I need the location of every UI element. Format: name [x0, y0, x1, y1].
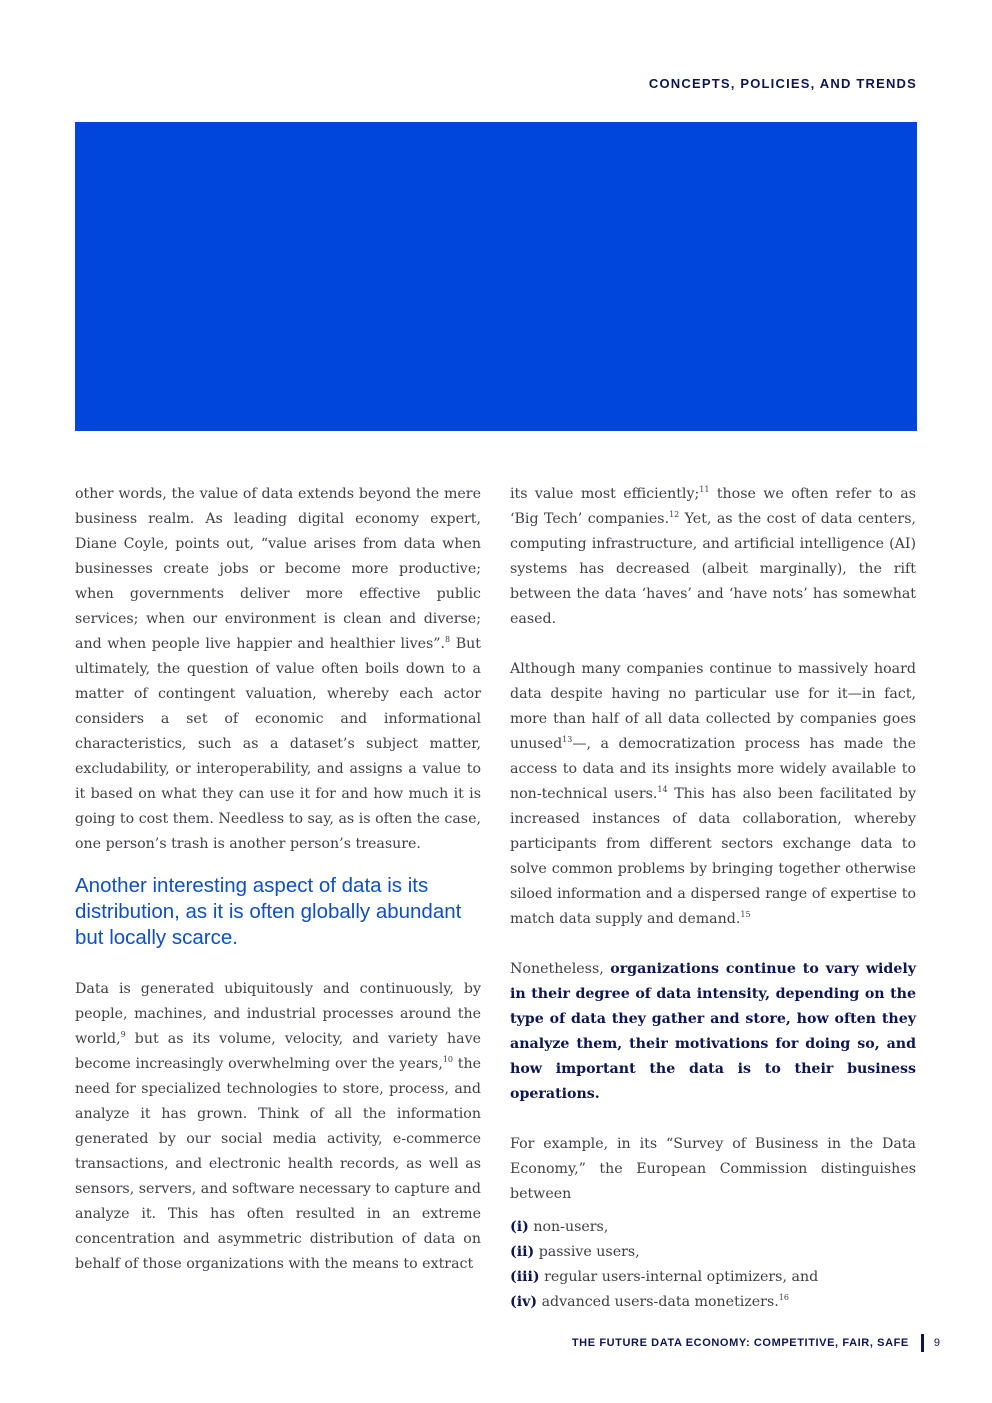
footnote-ref[interactable]: 12	[669, 510, 680, 519]
user-type-list	[510, 1215, 916, 1315]
footnote-ref[interactable]: 13	[562, 735, 573, 744]
section-header: CONCEPTS, POLICIES, AND TRENDS	[648, 76, 917, 91]
hero-color-block	[75, 122, 917, 431]
emphasized-text: organizations continue to vary widely in their degree of data intensity, depending on the type of data they gather and store, how often they analyze them, their motivations for doing so, and how important the data is to their business operations.	[510, 961, 916, 1102]
footnote-ref[interactable]: 11	[699, 485, 710, 494]
body-paragraph: other words, the value of data extends beyond the mere business realm. As leading digital economy expert, Diane Coyle, points out, “value arises from data when businesses create jobs or become more productive; when governments deliver more effective public services; when our environment is clean and diverse; and when people live happier and healthier lives”.$^8$ But ultimately, the question of value often boils down to a matter of contingent valuation, whereby each actor considers a set of economic and informational characteristics, such as a dataset’s subject matter, excludability, or interoperability, and assigns a value to it based on what they can use it for and how much it is going to cost them. Needless to say, as is often the case, one person’s trash is another person’s treasure.	[75, 486, 481, 852]
page-footer	[572, 1334, 940, 1352]
page-number: 9	[933, 1337, 940, 1349]
footer-divider	[921, 1334, 924, 1352]
footnote-ref[interactable]: 14	[657, 785, 668, 794]
list-item: (iv) advanced users-data monetizers.$^{16}$	[510, 1293, 789, 1310]
body-paragraph: Data is generated ubiquitously and continuously, by people, machines, and industrial processes around the world,$^9$ but as its volume, velocity, and variety have become increasingly overwhelming over the years,$^{10}$ the need for specialized technologies to store, process, and analyze it has grown. Think of all the information generated by our social media activity, e-commerce transactions, and electronic health records, as well as sensors, servers, and software necessary to capture and analyze it. This has often resulted in an extreme concentration and asymmetric distribution of data on behalf of those organizations with the means to extract	[75, 981, 481, 1272]
right-column	[510, 482, 916, 1315]
list-item: (ii) passive users,	[510, 1244, 640, 1260]
highlight-paragraph: Nonetheless, organizations continue to vary widely in their degree of data intensity, depending on the type of data they gather and store, how often they analyze them, their motivations for doing so, and how important the data is to their business operations.	[510, 961, 916, 1102]
footnote-ref[interactable]: 16	[778, 1293, 789, 1302]
pull-quote: Another interesting aspect of data is its distribution, as it is often globally abundant but locally scarce.	[75, 874, 462, 949]
left-column	[75, 482, 481, 1277]
footnote-ref[interactable]: 15	[740, 910, 751, 919]
body-paragraph: Although many companies continue to massively hoard data despite having no particular use for it—in fact, more than half of all data collected by companies goes unused$^{13}$—, a democratization process has made the access to data and its insights more widely available to non-technical users.$^{14}$ This has also been facilitated by increased instances of data collaboration, whereby participants from different sectors exchange data to solve common problems by bringing together otherwise siloed information and a dispersed range of expertise to match data supply and demand.$^{15}$	[510, 661, 917, 927]
list-item: (iii) regular users-internal optimizers, and	[510, 1269, 819, 1285]
footnote-ref[interactable]: 8	[445, 635, 451, 644]
footer-title: THE FUTURE DATA ECONOMY: COMPETITIVE, FAIR, SAFE	[571, 1337, 909, 1349]
footnote-ref[interactable]: 9	[120, 1030, 126, 1039]
body-paragraph: its value most efficiently;$^{11}$ those we often refer to as ‘Big Tech’ companies.$^{12}$ Yet, as the cost of data centers, computing infrastructure, and artificial intelligence (AI) systems has decreased (albeit marginally), the rift between the data ‘haves’ and ‘have nots’ has somewhat eased.	[510, 485, 916, 627]
body-paragraph: For example, in its “Survey of Business in the Data Economy,” the European Commission distinguishes between	[510, 1136, 916, 1202]
footnote-ref[interactable]: 10	[442, 1055, 454, 1064]
list-item: (i) non-users,	[510, 1219, 609, 1235]
